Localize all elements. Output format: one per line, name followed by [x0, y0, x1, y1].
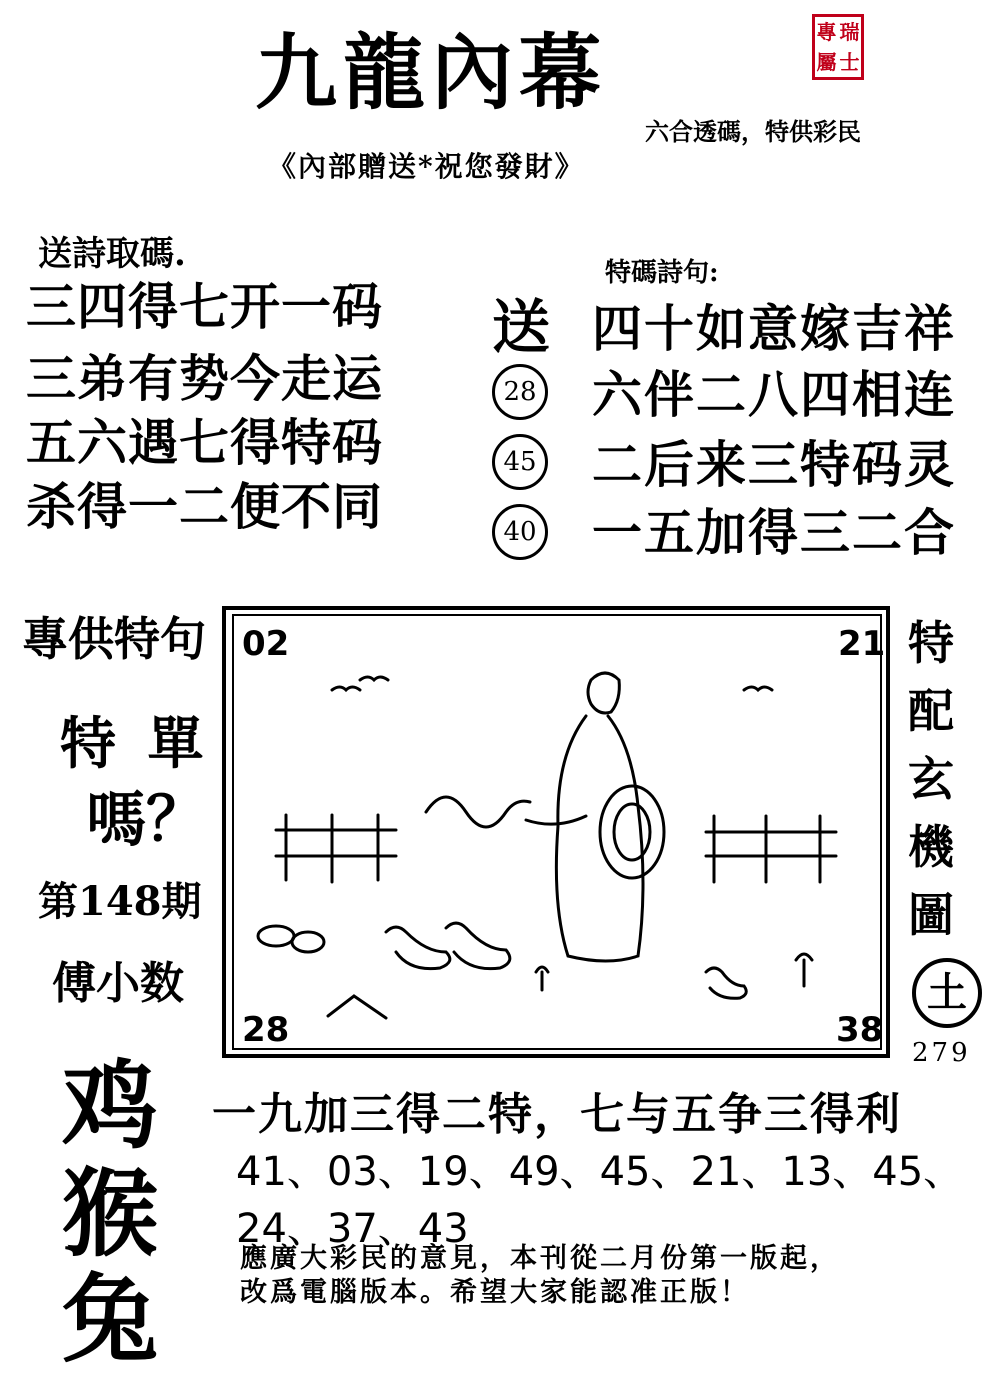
- corner-number: 28: [242, 1010, 290, 1050]
- goose-icon: [386, 927, 450, 969]
- subtitle: 六合透碼，特供彩民: [645, 117, 861, 146]
- verse-line: 一五加得三二合: [592, 503, 956, 562]
- fan-icon: [600, 786, 664, 878]
- poem-heading: 送詩取碼.: [38, 234, 186, 274]
- right-column-char: 特: [908, 616, 954, 670]
- verse-line: 二后来三特码灵: [592, 435, 956, 494]
- fence-icon: [276, 815, 396, 882]
- scholar-head-icon: [588, 673, 619, 713]
- zodiac-char: 兔: [62, 1263, 158, 1376]
- tema-heading: 特碼詩句:: [605, 258, 719, 288]
- corner-number: 02: [242, 624, 290, 664]
- notice-line: 改爲電腦版本。希望大家能認准正版！: [240, 1277, 750, 1308]
- corner-number: 21: [838, 624, 886, 664]
- scholar-with-geese-illustration: [236, 620, 878, 1044]
- stamp-char: 專: [816, 20, 837, 44]
- verse-line: 六伴二八四相连: [592, 365, 956, 424]
- page-number: 279: [912, 1038, 971, 1068]
- special-question: 嗎？: [86, 785, 206, 855]
- seal-stamp: [812, 14, 864, 80]
- special-heading: 專供特句: [22, 612, 206, 666]
- poem-line: 杀得一二便不同: [26, 477, 383, 536]
- author: 傅小数: [52, 958, 184, 1009]
- right-column-char: 配: [908, 684, 954, 738]
- zodiac-char: 鸡: [62, 1049, 158, 1162]
- rock-icon: [292, 932, 324, 952]
- special-line: 特 單: [60, 711, 210, 777]
- song-char: 送: [492, 293, 551, 361]
- sprout-icon: [536, 967, 548, 990]
- bird-icon: [360, 677, 388, 680]
- goose-icon: [446, 923, 510, 969]
- right-column-char: 玄: [908, 752, 954, 806]
- bird-icon: [744, 687, 772, 690]
- right-column-char: 圖: [908, 888, 954, 942]
- earth-symbol: 土: [912, 958, 982, 1028]
- tagline: 《內部贈送*祝您發財》: [268, 150, 585, 183]
- ribbon-icon: [426, 797, 530, 827]
- rock-icon: [258, 926, 294, 946]
- verse-line: 四十如意嫁吉祥: [592, 299, 956, 358]
- bird-icon: [332, 687, 360, 690]
- page-title: 九龍內幕: [255, 25, 608, 121]
- sprout-icon: [796, 954, 812, 986]
- right-column-char: 機: [908, 820, 954, 874]
- issue-number: 第148期: [38, 878, 202, 925]
- roof-icon: [328, 996, 386, 1018]
- poem-line: 三弟有势今走运: [26, 349, 383, 408]
- stamp-char: 屬: [816, 50, 837, 74]
- circled-number: 28: [492, 364, 548, 420]
- tip-line: 一九加三得二特，七与五争三得利: [212, 1089, 902, 1140]
- number-list: 41、03、19、49、45、21、13、45、24、37、43: [236, 1149, 964, 1252]
- circled-number: 45: [492, 434, 548, 490]
- poem-line: 三四得七开一码: [26, 277, 383, 336]
- stamp-char: 士: [839, 50, 860, 74]
- poem-line: 五六遇七得特码: [26, 413, 383, 472]
- goose-icon: [706, 968, 746, 998]
- corner-number: 38: [836, 1010, 884, 1050]
- notice-line: 應廣大彩民的意見，本刊從二月份第一版起，: [240, 1243, 840, 1274]
- zodiac-char: 猴: [62, 1157, 158, 1270]
- stamp-char: 瑞: [839, 20, 860, 44]
- circled-number: 40: [492, 504, 548, 560]
- fence-icon: [706, 816, 836, 882]
